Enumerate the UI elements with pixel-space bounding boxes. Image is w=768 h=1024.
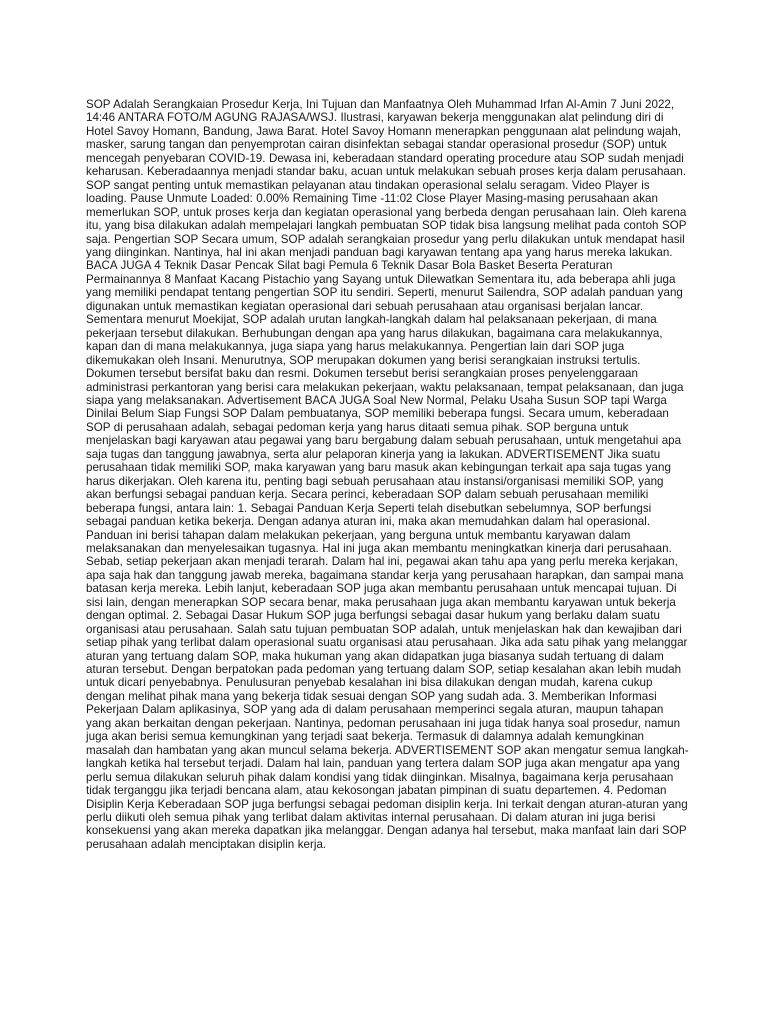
article-body-text: SOP Adalah Serangkaian Prosedur Kerja, Ini Tujuan dan Manfaatnya Oleh Muhammad Irfan Al-Amin 7 Juni 2022, 14:46 ANTARA FOTO/M AGUNG RAJASA/WSJ. Ilustrasi, karyawan bekerja menggunakan alat pelindung diri di Hotel Savoy Homann, Bandung, Jawa Barat. Hotel Savoy Homann menerapkan penggunaan alat pelindung wajah, masker, sarung tangan dan penyemprotan cairan disinfektan sebagai standar operasional prosedur (SOP) untuk mencegah penyebaran COVID-19. Dewasa ini, keberadaan standard operating procedure atau SOP sudah menjadi keharusan. Keberadaannya menjadi standar baku, acuan untuk melakukan sebuah proses kerja dalam perusahaan. SOP sangat penting untuk memastikan pelayanan atau tindakan operasional selalu seragam. Video Player is loading. Pause Unmute Loaded: 0.00% Remaining Time -11:02 Close Player Masing-masing perusahaan akan memerlukan SOP, untuk proses kerja dan kegiatan operasional yang berbeda dengan perusahaan lain. Oleh karena itu, yang bisa dilakukan adalah mempelajari langkah pembuatan SOP tidak bisa langsung melihat pada contoh SOP saja. Pengertian SOP Secara umum, SOP adalah serangkaian prosedur yang perlu dilakukan untuk mendapat hasil yang diinginkan. Nantinya, hal ini akan menjadi panduan bagi karyawan tentang apa yang harus mereka lakukan. BACA JUGA 4 Teknik Dasar Pencak Silat bagi Pemula 6 Teknik Dasar Bola Basket Beserta Peraturan Permainannya 8 Manfaat Kacang Pistachio yang Sayang untuk Dilewatkan Sementara itu, ada beberapa ahli juga yang memiliki pendapat tentang pengertian SOP itu sendiri. Seperti, menurut Sailendra, SOP adalah panduan yang digunakan untuk memastikan kegiatan operasional dari sebuah perusahaan atau organisasi berjalan lancar. Sementara menurut Moekijat, SOP adalah urutan langkah-langkah dalam hal pelaksanaan pekerjaan, di mana pekerjaan tersebut dilakukan. Berhubungan dengan apa yang harus dilakukan, bagaimana cara melakukannya, kapan dan di mana melakukannya, juga siapa yang harus melakukannya. Pengertian lain dari SOP juga dikemukakan oleh Insani. Menurutnya, SOP merupakan dokumen yang berisi serangkaian instruksi tertulis. Dokumen tersebut bersifat baku dan resmi. Dokumen tersebut berisi serangkaian proses penyelenggaraan administrasi perkantoran yang berisi cara melakukan pekerjaan, waktu pelaksanaan, tempat pelaksanaan, dan juga siapa yang melaksanakan. Advertisement BACA JUGA Soal New Normal, Pelaku Usaha Susun SOP tapi Warga Dinilai Belum Siap Fungsi SOP Dalam pembuatanya, SOP memiliki beberapa fungsi. Secara umum, keberadaan SOP di perusahaan adalah, sebagai pedoman kerja yang harus ditaati semua pihak. SOP berguna untuk menjelaskan bagi karyawan atau pegawai yang baru bergabung dalam sebuah perusahaan, untuk mengetahui apa saja tugas dan tanggung jawabnya, serta alur pelaporan kinerja yang ia lakukan. ADVERTISEMENT Jika suatu perusahaan tidak memiliki SOP, maka karyawan yang baru masuk akan kebingungan terkait apa saja tugas yang harus dikerjakan. Oleh karena itu, penting bagi sebuah perusahaan atau instansi/organisasi memiliki SOP, yang akan berfungsi sebagai panduan kerja. Secara perinci, keberadaan SOP dalam sebuah perusahaan memiliki beberapa fungsi, antara lain: 1. Sebagai Panduan Kerja Seperti telah disebutkan sebelumnya, SOP berfungsi sebagai panduan ketika bekerja. Dengan adanya aturan ini, maka akan memudahkan dalam hal operasional. Panduan ini berisi tahapan dalam melakukan pekerjaan, yang berguna untuk membantu karyawan dalam melaksanakan dan menyelesaikan tugasnya. Hal ini juga akan membantu meningkatkan kinerja dari perusahaan. Sebab, setiap pekerjaan akan menjadi terarah. Dalam hal ini, pegawai akan tahu apa yang perlu mereka kerjakan, apa saja hak dan tanggung jawab mereka, bagaimana standar kerja yang perusahaan harapkan, dan sampai mana batasan kerja mereka. Lebih lanjut, keberadaan SOP juga akan membantu perusahaan untuk mencapai tujuan. Di sisi lain, dengan menerapkan SOP secara benar, maka perusahaan juga akan membantu karyawan untuk bekerja dengan optimal. 2. Sebagai Dasar Hukum SOP juga berfungsi sebagai dasar hukum yang berlaku dalam suatu organisasi atau perusahaan. Salah satu tujuan pembuatan SOP adalah, untuk menjelaskan hak dan kewajiban dari setiap pihak yang terlibat dalam operasional suatu organisasi atau perusahaan. Jika ada satu pihak yang melanggar aturan yang tertuang dalam SOP, maka hukuman yang akan didapatkan juga biasanya sudah tertuang di dalam aturan tersebut. Dengan berpatokan pada pedoman yang tertuang dalam SOP, setiap kesalahan akan lebih mudah untuk dicari penyebabnya. Penulusuran penyebab kesalahan ini bisa dilakukan dengan mudah, karena cukup dengan melihat pihak mana yang bekerja tidak sesuai dengan SOP yang sudah ada. 3. Memberikan Informasi Pekerjaan Dalam aplikasinya, SOP yang ada di dalam perusahaan memperinci segala aturan, maupun tahapan yang akan berkaitan dengan pekerjaan. Nantinya, pedoman perusahaan ini juga tidak hanya soal prosedur, namun juga akan berisi semua kemungkinan yang terjadi saat bekerja. Termasuk di dalamnya adalah kemungkinan masalah dan hambatan yang akan muncul selama bekerja. ADVERTISEMENT SOP akan mengatur semua langkah-langkah ketika hal tersebut terjadi. Dalam hal lain, panduan yang tertera dalam SOP juga akan mengatur apa yang perlu semua dilakukan seluruh pihak dalam kondisi yang tidak diinginkan. Misalnya, bagaimana kerja perusahaan tidak terganggu jika terjadi bencana alam, atau kekosongan jabatan pimpinan di suatu departemen. 4. Pedoman Disiplin Kerja Keberadaan SOP juga berfungsi sebagai pedoman disiplin kerja. Ini terkait dengan aturan-aturan yang perlu diikuti oleh semua pihak yang terlibat dalam aktivitas internal perusahaan. Di dalam aturan ini juga berisi konsekuensi yang akan mereka dapatkan jika melanggar. Dengan adanya hal tersebut, maka manfaat lain dari SOP perusahaan adalah menciptakan disiplin kerja. bbox=[86, 98, 689, 851]
